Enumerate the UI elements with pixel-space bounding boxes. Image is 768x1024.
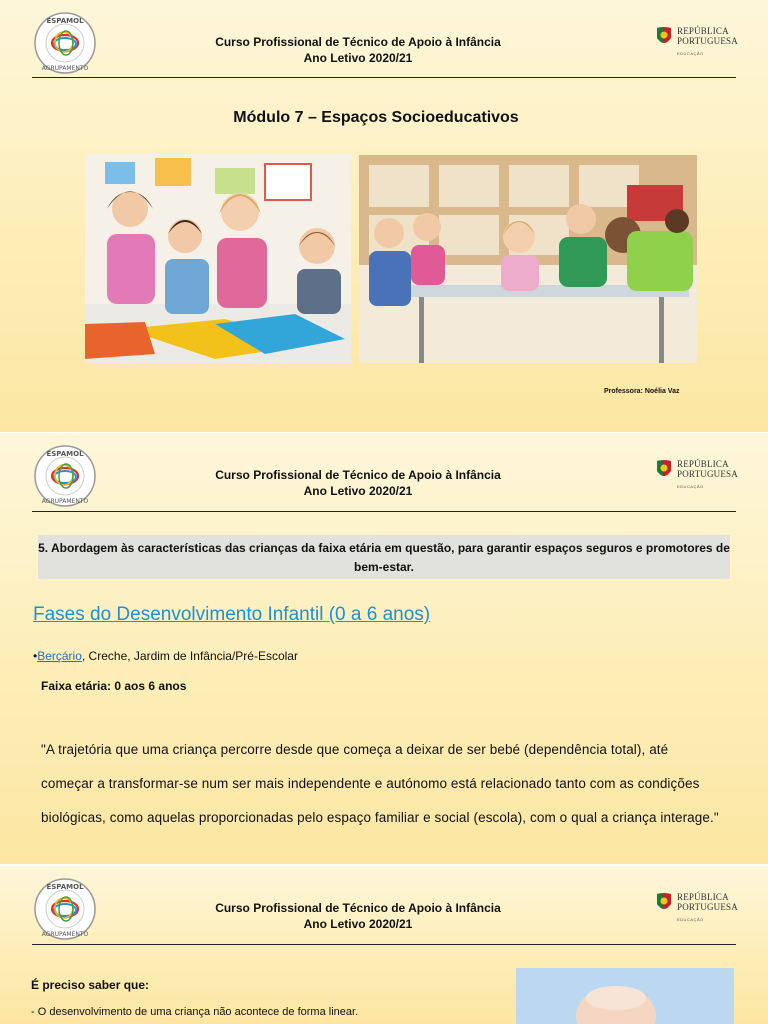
svg-text:AGRUPAMENTO: AGRUPAMENTO (41, 498, 89, 505)
school-year: Ano Letivo 2020/21 (303, 917, 413, 931)
espamol-logo-icon (33, 877, 97, 941)
header-divider (32, 511, 736, 512)
svg-text:AGRUPAMENTO: AGRUPAMENTO (41, 65, 89, 72)
intro-label: É preciso saber que: (31, 978, 150, 992)
course-name: Curso Profissional de Técnico de Apoio à Infância (215, 468, 501, 482)
development-point: - O desenvolvimento de uma criança não acontece de forma linear. (31, 1006, 359, 1018)
slide-1 (0, 0, 768, 432)
course-name: Curso Profissional de Técnico de Apoio à Infância (215, 35, 501, 49)
republica-portuguesa-logo (655, 457, 745, 493)
slide-3 (0, 866, 768, 1024)
republica-portuguesa-logo (655, 24, 745, 60)
quote-text: "A trajetória que uma criança percorre desde que começa a deixar de ser bebé (dependência total), até começar a transformar-se num ser mais independente e autónomo está relacionado tanto com as condições biológicas, como aquelas proporcionadas pelo espaço familiar e social (escola), com o qual a criança interage." (41, 742, 719, 825)
header-title (160, 900, 556, 932)
bullet: • (33, 649, 38, 663)
educacao-label: EDUCAÇÃO (677, 484, 704, 489)
educacao-label: EDUCAÇÃO (677, 917, 704, 922)
age-range: Faixa etária: 0 aos 6 anos (41, 679, 187, 693)
school-year: Ano Letivo 2020/21 (303, 51, 413, 65)
espamol-logo-icon (33, 444, 97, 508)
children-crafts-photo (85, 154, 351, 363)
stages-text: , Creche, Jardim de Infância/Pré-Escolar (81, 649, 298, 663)
svg-text:ESPAMOL: ESPAMOL (46, 17, 84, 25)
slide-2 (0, 433, 768, 864)
republica-portuguesa-label: REPÚBLICA PORTUGUESA (677, 459, 738, 479)
educacao-label: EDUCAÇÃO (677, 51, 704, 56)
portugal-shield-icon (655, 459, 673, 481)
baby-photo (516, 968, 734, 1024)
school-year: Ano Letivo 2020/21 (303, 484, 413, 498)
header-divider (32, 77, 736, 78)
header-title (160, 467, 556, 499)
classroom-table-photo (359, 155, 697, 363)
republica-portuguesa-logo (655, 890, 745, 926)
course-name: Curso Profissional de Técnico de Apoio à Infância (215, 901, 501, 915)
header-title (160, 34, 556, 66)
svg-text:ESPAMOL: ESPAMOL (46, 883, 84, 891)
portugal-shield-icon (655, 26, 673, 48)
header-divider (32, 944, 736, 945)
portugal-shield-icon (655, 892, 673, 914)
stages-line (33, 649, 298, 663)
svg-text:AGRUPAMENTO: AGRUPAMENTO (41, 931, 89, 938)
bercario-link[interactable]: Berçário (37, 649, 82, 663)
republica-portuguesa-label: REPÚBLICA PORTUGUESA (677, 26, 738, 46)
republica-portuguesa-label: REPÚBLICA PORTUGUESA (677, 892, 738, 912)
espamol-logo-icon (33, 11, 97, 75)
svg-text:ESPAMOL: ESPAMOL (46, 450, 84, 458)
topic-banner: 5. Abordagem às características das crianças da faixa etária em questão, para garantir espaços seguros e promotores de bem-estar. (38, 535, 730, 579)
teacher-name: Professora: Noélia Vaz (604, 388, 680, 395)
module-title: Módulo 7 – Espaços Socioeducativos (233, 109, 519, 126)
section-heading-link[interactable]: Fases do Desenvolvimento Infantil (0 a 6 anos) (33, 604, 431, 625)
